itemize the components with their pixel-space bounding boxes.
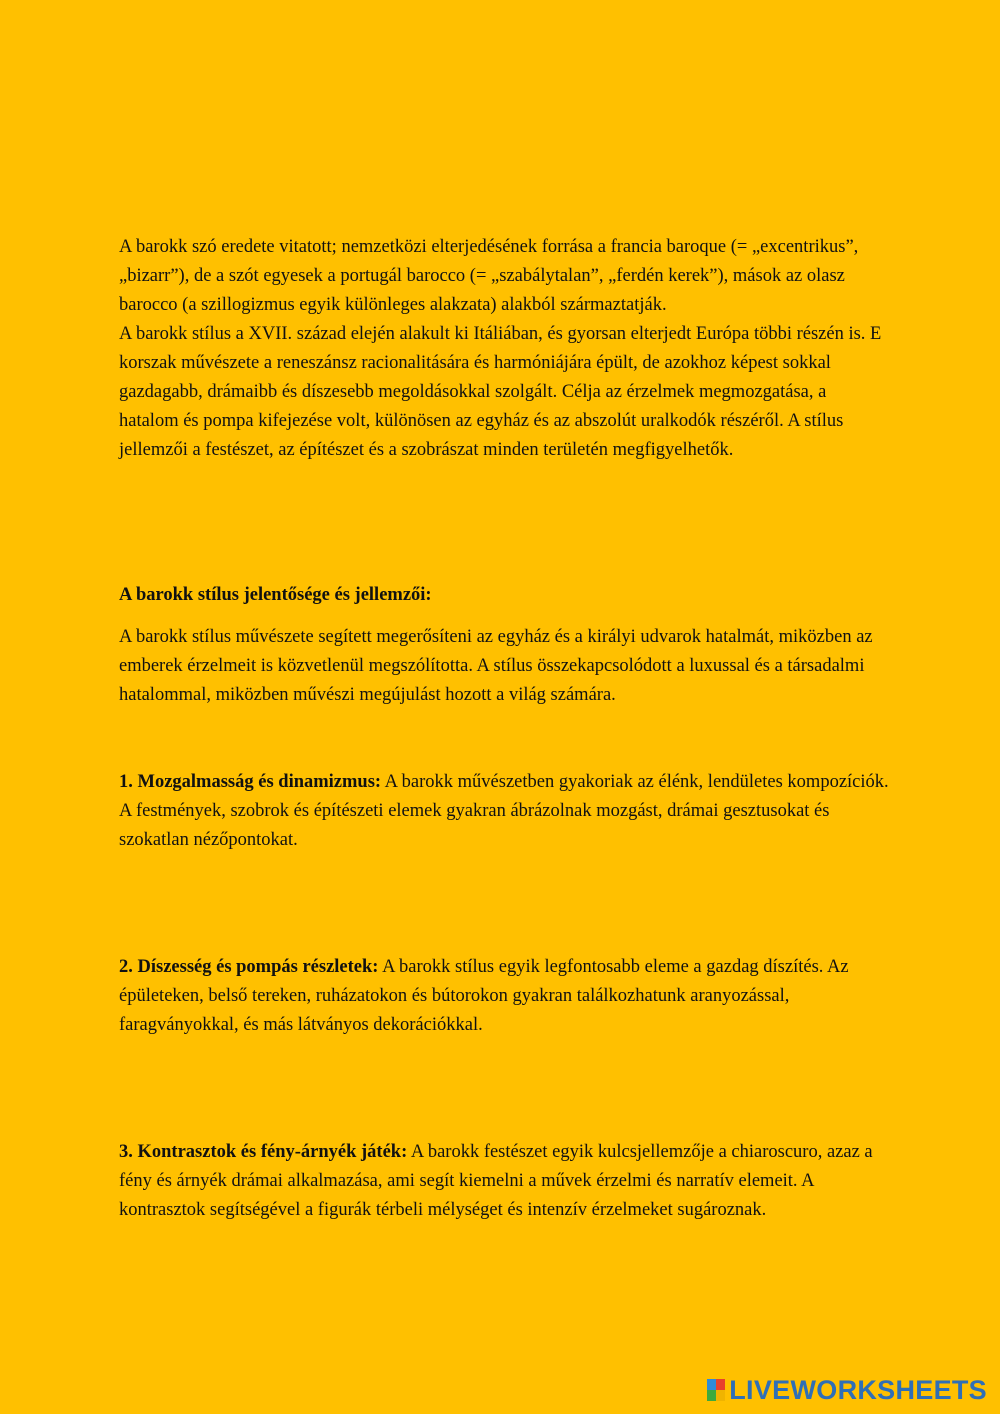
intro-section [119,233,889,465]
feature-item-movement [119,768,889,855]
feature-title: 3. Kontrasztok és fény-árnyék játék: [119,1142,408,1162]
feature-paragraph [119,1138,889,1225]
section-heading: A barokk stílus jelentősége és jellemzői: [119,585,432,605]
liveworksheets-logo-icon [707,1379,725,1401]
feature-text: A barokk művészetben gyakoriak az élénk, lendületes kompozíciók. A festmények, szobrok és építészeti elemek gyakran ábrázolnak mozgást, drámai gesztusokat és szokatlan nézőpontokat. [119,772,889,850]
feature-title: 1. Mozgalmasság és dinamizmus: [119,772,382,792]
feature-paragraph [119,953,889,1040]
feature-paragraph [119,768,889,855]
summary-paragraph: A barokk stílus művészete segített megerősíteni az egyház és a királyi udvarok hatalmát, miközben az emberek érzelmeit is közvetlenül megszólította. A stílus összekapcsolódott a luxussal és a társadalmi hatalommal, miközben művészi megújulást hozott a világ számára. [119,627,873,705]
feature-text: A barokk festészet egyik kulcsjellemzője a chiaroscuro, azaz a fény és árnyék drámai alkalmazása, ami segít kiemelni a művek érzelmi és narratív elemeit. A kontrasztok segítségével a figurák térbeli mélységet és intenzív érzelmeket sugároznak. [119,1142,873,1220]
liveworksheets-logo [707,1374,987,1406]
feature-text: A barokk stílus egyik legfontosabb eleme a gazdag díszítés. Az épületeken, belső tereken, ruházatokon és bútorokon gyakran találkozhatunk aranyozással, faragványokkal, és más látványos dekorációkkal. [119,957,849,1035]
intro-paragraph-history: A barokk stílus a XVII. század elején alakult ki Itáliában, és gyorsan elterjedt Európa többi részén is. E korszak művészete a reneszánsz racionalitására és harmóniájára épült, de azokhoz képest sokkal gazdagabb, drámaibb és díszesebb megoldásokkal szolgált. Célja az érzelmek megmozgatása, a hatalom és pompa kifejezése volt, különösen az egyház és az abszolút uralkodók részéről. A stílus jellemzői a festészet, az építészet és a szobrászat minden területén megfigyelhetők. [119,324,882,460]
logo-text: LIVEWORKSHEETS [729,1374,987,1405]
intro-paragraph-etymology: A barokk szó eredete vitatott; nemzetközi elterjedésének forrása a francia baroque (= „excentrikus”, „bizarr”), de a szót egyesek a portugál barocco (= „szabálytalan”, „ferdén kerek”), mások az olasz barocco (a szillogizmus egyik különleges alakzata) alakból származtatják. [119,237,859,315]
feature-item-ornament [119,953,889,1040]
feature-title: 2. Díszesség és pompás részletek: [119,957,379,977]
feature-item-contrast [119,1138,889,1225]
section-summary [119,623,889,710]
